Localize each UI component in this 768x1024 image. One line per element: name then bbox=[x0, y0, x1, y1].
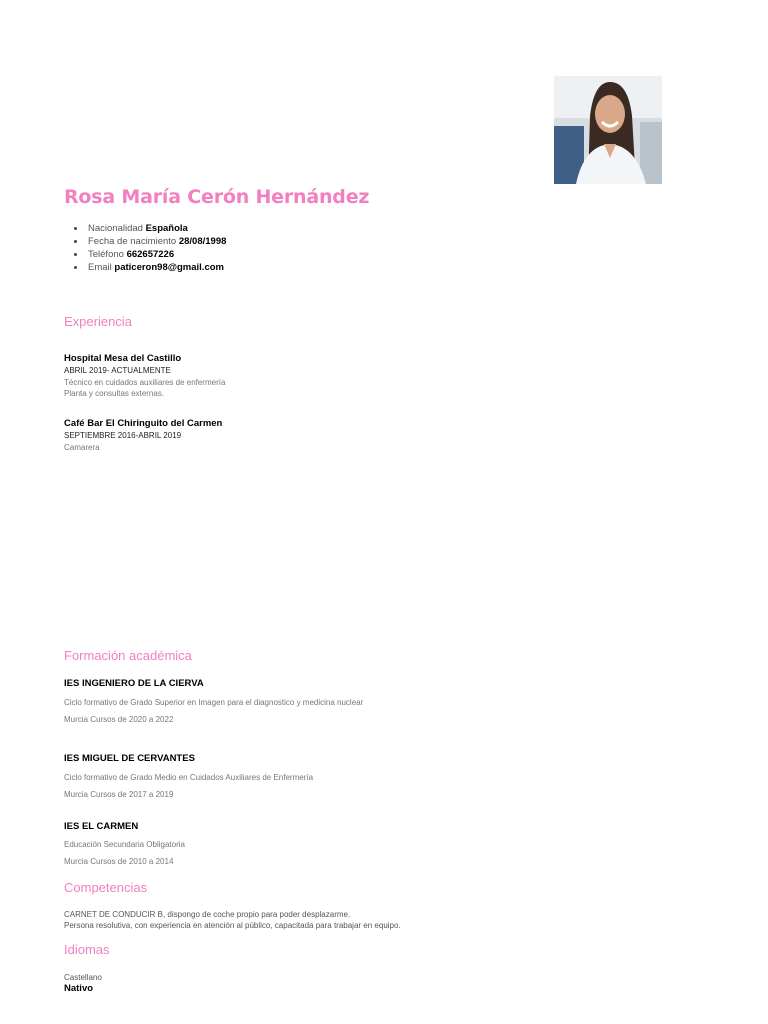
phone-value: 662657226 bbox=[126, 249, 175, 260]
experience-heading: Experiencia bbox=[64, 314, 132, 329]
education-course: Ciclo formativo de Grado Medio en Cuidados Auxiliares de Enfermería bbox=[64, 773, 314, 782]
skills-line: CARNET DE CONDUCIR B, dispongo de coche propio para poder desplazarme. bbox=[64, 910, 351, 919]
phone-item bbox=[88, 248, 226, 261]
job-description: Planta y consultas externas. bbox=[64, 389, 165, 398]
education-place: Murcia Cursos de 2020 a 2022 bbox=[64, 715, 174, 724]
email-label: Email bbox=[88, 262, 112, 273]
language-level: Nativo bbox=[64, 983, 94, 994]
job-company: Café Bar El Chiringuito del Carmen bbox=[64, 418, 223, 429]
email-item bbox=[88, 261, 226, 274]
nationality-value: Española bbox=[145, 223, 188, 234]
education-school: IES MIGUEL DE CERVANTES bbox=[64, 753, 195, 764]
skills-line: Persona resolutiva, con experiencia en atención al público, capacitada para trabajar en equipo. bbox=[64, 921, 401, 930]
profile-photo-graphic bbox=[554, 76, 662, 184]
education-place: Murcia Cursos de 2010 a 2014 bbox=[64, 857, 174, 866]
education-school: IES EL CARMEN bbox=[64, 821, 139, 832]
candidate-name: Rosa María Cerón Hernández bbox=[64, 186, 370, 208]
education-school: IES INGENIERO DE LA CIERVA bbox=[64, 678, 204, 689]
education-place: Murcia Cursos de 2017 a 2019 bbox=[64, 790, 174, 799]
languages-heading: Idiomas bbox=[64, 942, 110, 957]
job-company: Hospital Mesa del Castillo bbox=[64, 353, 182, 364]
job-dates: ABRIL 2019- ACTUALMENTE bbox=[64, 366, 171, 375]
birth-value: 28/08/1998 bbox=[178, 236, 227, 247]
job-dates: SEPTIEMBRE 2016-ABRIL 2019 bbox=[64, 431, 182, 440]
nationality-label: Nacionalidad bbox=[88, 223, 143, 234]
email-value: paticeron98@gmail.com bbox=[114, 262, 224, 273]
profile-photo bbox=[554, 76, 662, 184]
skills-heading: Competencias bbox=[64, 880, 148, 895]
education-course: Ciclo formativo de Grado Superior en Imagen para el diagnostico y medicina nuclear bbox=[64, 698, 364, 707]
job-description: Técnico en cuidados auxiliares de enfermería bbox=[64, 378, 226, 387]
education-heading: Formación académica bbox=[64, 648, 192, 663]
education-course: Educación Secundaria Obligatoria bbox=[64, 840, 185, 849]
birth-label: Fecha de nacimiento bbox=[88, 236, 177, 247]
personal-info-list bbox=[64, 222, 226, 274]
birth-item bbox=[88, 235, 226, 248]
job-description: Camarera bbox=[64, 443, 100, 452]
language-name: Castellano bbox=[64, 973, 102, 982]
nationality-item bbox=[88, 222, 226, 235]
phone-label: Teléfono bbox=[88, 249, 124, 260]
